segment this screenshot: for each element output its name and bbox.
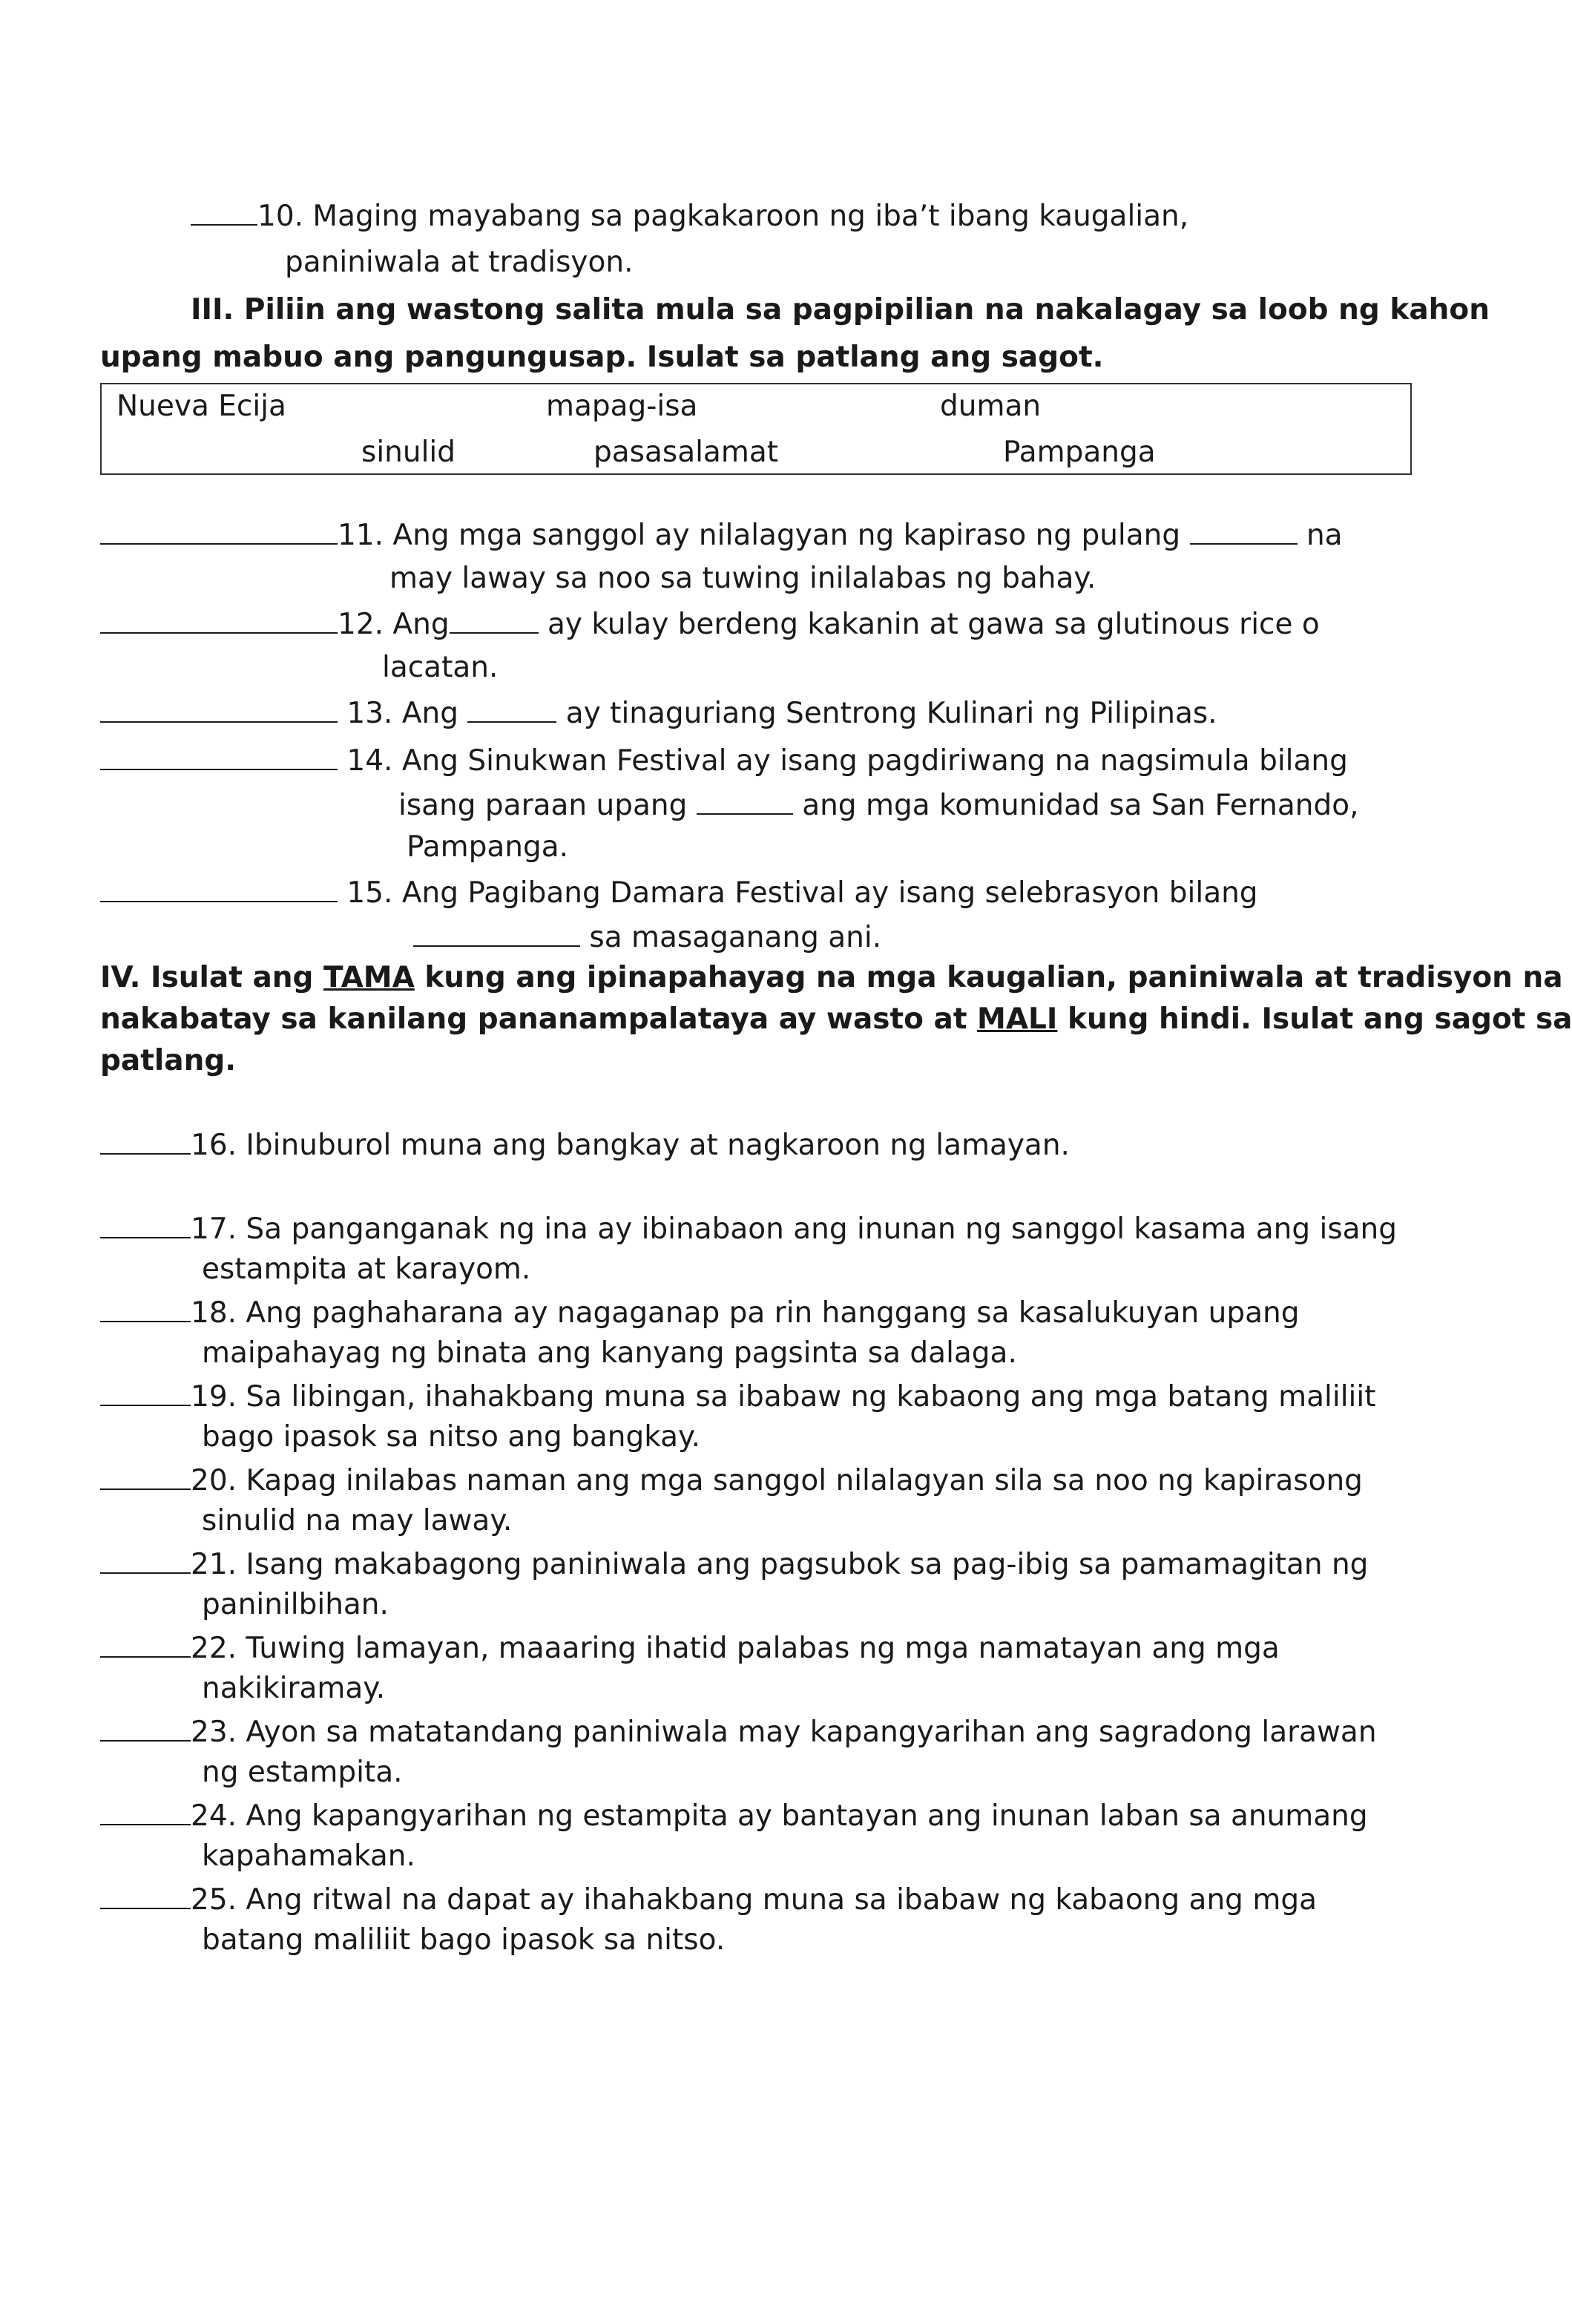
- tf-item-continuation: maipahayag ng binata ang kanyang pagsinta sa dalaga.: [202, 1336, 1017, 1370]
- section-3-instruction-line1: III. Piliin ang wastong salita mula sa pagpipilian na nakalagay sa loob ng kahon: [191, 293, 1490, 326]
- item-14-continuation: [398, 787, 1359, 824]
- item-10: [191, 197, 1188, 234]
- answer-blank[interactable]: [100, 605, 338, 634]
- tf-item-text: 23. Ayon sa matatandang paniniwala may kapangyarihan ang sagradong larawan: [191, 1716, 1377, 1749]
- tf-item: [100, 1629, 1280, 1667]
- item-15-text: 15. Ang Pagibang Damara Festival ay isang selebrasyon bilang: [346, 876, 1258, 910]
- word-choice: Pampanga: [1003, 436, 1156, 469]
- word-choice: Nueva Ecija: [116, 390, 286, 423]
- mali-keyword: MALI: [977, 1002, 1058, 1036]
- item-13: [100, 695, 1217, 732]
- answer-blank[interactable]: [100, 1462, 191, 1490]
- word-choice-box: [100, 383, 1412, 475]
- tf-item: [100, 1462, 1363, 1499]
- item-14-text-end: ang mga komunidad sa San Fernando,: [802, 789, 1359, 822]
- word-choice: pasasalamat: [593, 436, 779, 469]
- answer-blank[interactable]: [100, 1629, 191, 1658]
- tf-item-continuation: ng estampita.: [202, 1756, 403, 1789]
- answer-blank[interactable]: [100, 695, 338, 723]
- inline-blank: [697, 787, 793, 815]
- tf-item-continuation: batang maliliit bago ipasok sa nitso.: [202, 1923, 726, 1957]
- section-4-instruction-line2: [100, 1002, 1572, 1037]
- item-10-continuation: paniniwala at tradisyon.: [285, 246, 634, 279]
- tf-item-continuation: kapahamakan.: [202, 1839, 415, 1873]
- item-11-continuation: may laway sa noo sa tuwing inilalabas ng bahay.: [389, 562, 1096, 595]
- tf-item-text: 22. Tuwing lamayan, maaaring ihatid palabas ng mga namatayan ang mga: [191, 1632, 1280, 1665]
- item-14: [100, 742, 1348, 779]
- inline-blank: [450, 605, 539, 634]
- instruction-text: kung ang ipinapahayag na mga kaugalian, paniniwala at tradisyon na: [414, 961, 1563, 994]
- answer-blank[interactable]: [100, 516, 338, 545]
- item-14-continuation-2: Pampanga.: [407, 830, 569, 864]
- inline-blank: [413, 919, 580, 947]
- item-12-continuation: lacatan.: [382, 651, 499, 684]
- tf-item-text: 17. Sa panganganak ng ina ay ibinabaon ang inunan ng sanggol kasama ang isang: [191, 1212, 1398, 1246]
- section-4-instruction-line1: [100, 960, 1563, 996]
- tf-item: [100, 1126, 1070, 1163]
- instruction-text: IV. Isulat ang: [100, 961, 324, 994]
- item-15-text-end: sa masaganang ani.: [589, 921, 882, 954]
- answer-blank[interactable]: [100, 874, 338, 902]
- tf-item-text: 21. Isang makabagong paniniwala ang pagsubok sa pag-ibig sa pamamagitan ng: [191, 1548, 1369, 1581]
- item-12: [100, 605, 1320, 643]
- answer-blank[interactable]: [100, 1546, 191, 1574]
- tf-item-continuation: nakikiramay.: [202, 1672, 386, 1705]
- tf-item: [100, 1713, 1377, 1750]
- tf-item: [100, 1294, 1300, 1331]
- tf-item-text: 24. Ang kapangyarihan ng estampita ay bantayan ang inunan laban sa anumang: [191, 1799, 1368, 1833]
- item-13-text: 13. Ang: [346, 697, 458, 730]
- tf-item-continuation: paninilbihan.: [202, 1588, 389, 1621]
- word-choice: sinulid: [361, 436, 456, 469]
- answer-blank[interactable]: [100, 1210, 191, 1238]
- tf-item-text: 18. Ang paghaharana ay nagaganap pa rin hanggang sa kasalukuyan upang: [191, 1296, 1300, 1330]
- item-13-text-end: ay tinaguriang Sentrong Kulinari ng Pilipinas.: [565, 697, 1217, 730]
- tf-item-text: 16. Ibinuburol muna ang bangkay at nagkaroon ng lamayan.: [191, 1129, 1070, 1162]
- tama-keyword: TAMA: [323, 961, 415, 994]
- answer-blank[interactable]: [100, 1797, 191, 1825]
- inline-blank: [1190, 516, 1298, 545]
- instruction-text: nakabatay sa kanilang pananampalataya ay wasto at: [100, 1002, 978, 1036]
- section-3-instruction-line2: upang mabuo ang pangungusap. Isulat sa patlang ang sagot.: [100, 341, 1104, 374]
- word-choice: mapag-isa: [546, 390, 698, 423]
- item-10-text: 10. Maging mayabang sa pagkakaroon ng iba’t ibang kaugalian,: [257, 200, 1189, 233]
- tf-item-continuation: sinulid na may laway.: [202, 1504, 513, 1537]
- tf-item: [100, 1378, 1376, 1415]
- answer-blank[interactable]: [100, 1378, 191, 1406]
- tf-item: [100, 1797, 1368, 1834]
- tf-item-continuation: bago ipasok sa nitso ang bangkay.: [202, 1420, 700, 1454]
- item-11: [100, 516, 1343, 554]
- item-14-text: 14. Ang Sinukwan Festival ay isang pagdiriwang na nagsimula bilang: [346, 744, 1348, 778]
- answer-blank[interactable]: [100, 1126, 191, 1155]
- tf-item-text: 19. Sa libingan, ihahakbang muna sa ibabaw ng kabaong ang mga batang maliliit: [191, 1380, 1376, 1414]
- item-11-text-end: na: [1306, 519, 1343, 552]
- item-12-text: 12. Ang: [338, 608, 450, 641]
- item-12-text-end: ay kulay berdeng kakanin at gawa sa glutinous rice o: [547, 608, 1320, 641]
- tf-item: [100, 1881, 1317, 1918]
- tf-item-text: 25. Ang ritwal na dapat ay ihahakbang muna sa ibabaw ng kabaong ang mga: [191, 1883, 1317, 1917]
- answer-blank[interactable]: [100, 1294, 191, 1322]
- item-11-text: 11. Ang mga sanggol ay nilalagyan ng kapiraso ng pulang: [338, 519, 1181, 552]
- inline-blank: [467, 695, 556, 723]
- tf-item-text: 20. Kapag inilabas naman ang mga sanggol nilalagyan sila sa noo ng kapirasong: [191, 1464, 1363, 1497]
- tf-item-continuation: estampita at karayom.: [202, 1253, 531, 1286]
- tf-item: [100, 1546, 1368, 1583]
- tf-item: [100, 1210, 1397, 1247]
- instruction-text: kung hindi. Isulat ang sagot sa: [1057, 1002, 1572, 1036]
- item-15: [100, 874, 1258, 911]
- answer-blank[interactable]: [191, 197, 257, 226]
- answer-blank[interactable]: [100, 1881, 191, 1909]
- item-14-text-mid: isang paraan upang: [398, 789, 688, 822]
- section-4-instruction-line3: patlang.: [100, 1044, 237, 1077]
- word-choice: duman: [940, 390, 1042, 423]
- answer-blank[interactable]: [100, 1713, 191, 1742]
- answer-blank[interactable]: [100, 742, 338, 770]
- item-15-continuation: [413, 919, 881, 956]
